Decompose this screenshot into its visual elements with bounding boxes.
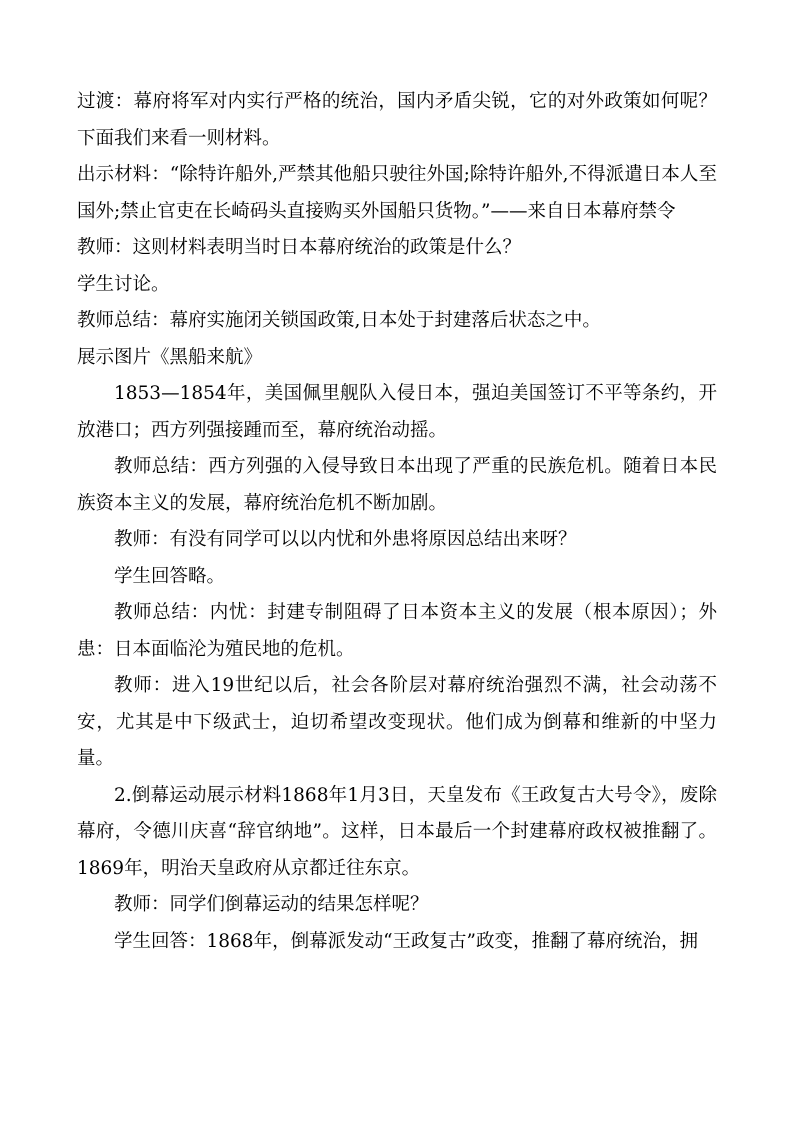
paragraph-transition: 过渡：幕府将军对内实行严格的统治，国内矛盾尖锐，它的对外政策如何呢？下面我们来看一则材料。 bbox=[77, 91, 717, 149]
paragraph-student-discussion: 学生讨论。 bbox=[77, 273, 170, 295]
paragraph-show-image: 展示图片《黑船来航》 bbox=[77, 346, 263, 368]
paragraph-student-answer: 学生回答：1868年，倒幕派发动“王政复古”政变，推翻了幕府统治，拥 bbox=[114, 930, 698, 952]
document-page bbox=[77, 84, 717, 960]
paragraph-teacher-result-question: 教师：同学们倒幕运动的结果怎样呢？ bbox=[114, 894, 429, 915]
paragraph-student-answer-omitted: 学生回答略。 bbox=[114, 565, 226, 587]
paragraph-material: 出示材料：“除特许船外,严禁其他船只驶往外国;除特许船外,不得派遣日本人至国外;禁止官吏在长崎码头直接购买外国船只货物。”——来自日本幕府禁令 bbox=[77, 164, 717, 222]
paragraph-teacher-prompt: 教师：有没有同学可以以内忧和外患将原因总结出来呀？ bbox=[114, 529, 577, 550]
paragraph-teacher-question: 教师：这则材料表明当时日本幕府统治的政策是什么？ bbox=[77, 237, 522, 258]
paragraph-teacher-summary: 教师总结：幕府实施闭关锁国政策,日本处于封建落后状态之中。 bbox=[77, 310, 601, 331]
paragraph-overthrow-movement: 2.倒幕运动展示材料1868年1月3日，天皇发布《王政复古大号令》，废除幕府，令德川庆喜“辞官纳地”。这样，日本最后一个封建幕府政权被推翻了。1869年，明治天皇政府从京都迁往东京。 bbox=[77, 784, 717, 879]
paragraph-national-crisis: 教师总结：西方列强的入侵导致日本出现了严重的民族危机。随着日本民族资本主义的发展，幕府统治危机不断加剧。 bbox=[77, 456, 717, 514]
paragraph-causes-summary: 教师总结：内忧：封建专制阻碍了日本资本主义的发展（根本原因）；外患：日本面临沦为殖民地的危机。 bbox=[77, 602, 717, 660]
paragraph-samurai: 教师：进入19世纪以后，社会各阶层对幕府统治强烈不满，社会动荡不安，尤其是中下级武士，迫切希望改变现状。他们成为倒幕和维新的中坚力量。 bbox=[77, 675, 717, 769]
paragraph-perry-fleet: 1853—1854年，美国佩里舰队入侵日本，强迫美国签订不平等条约，开放港口；西方列强接踵而至，幕府统治动摇。 bbox=[77, 383, 717, 441]
